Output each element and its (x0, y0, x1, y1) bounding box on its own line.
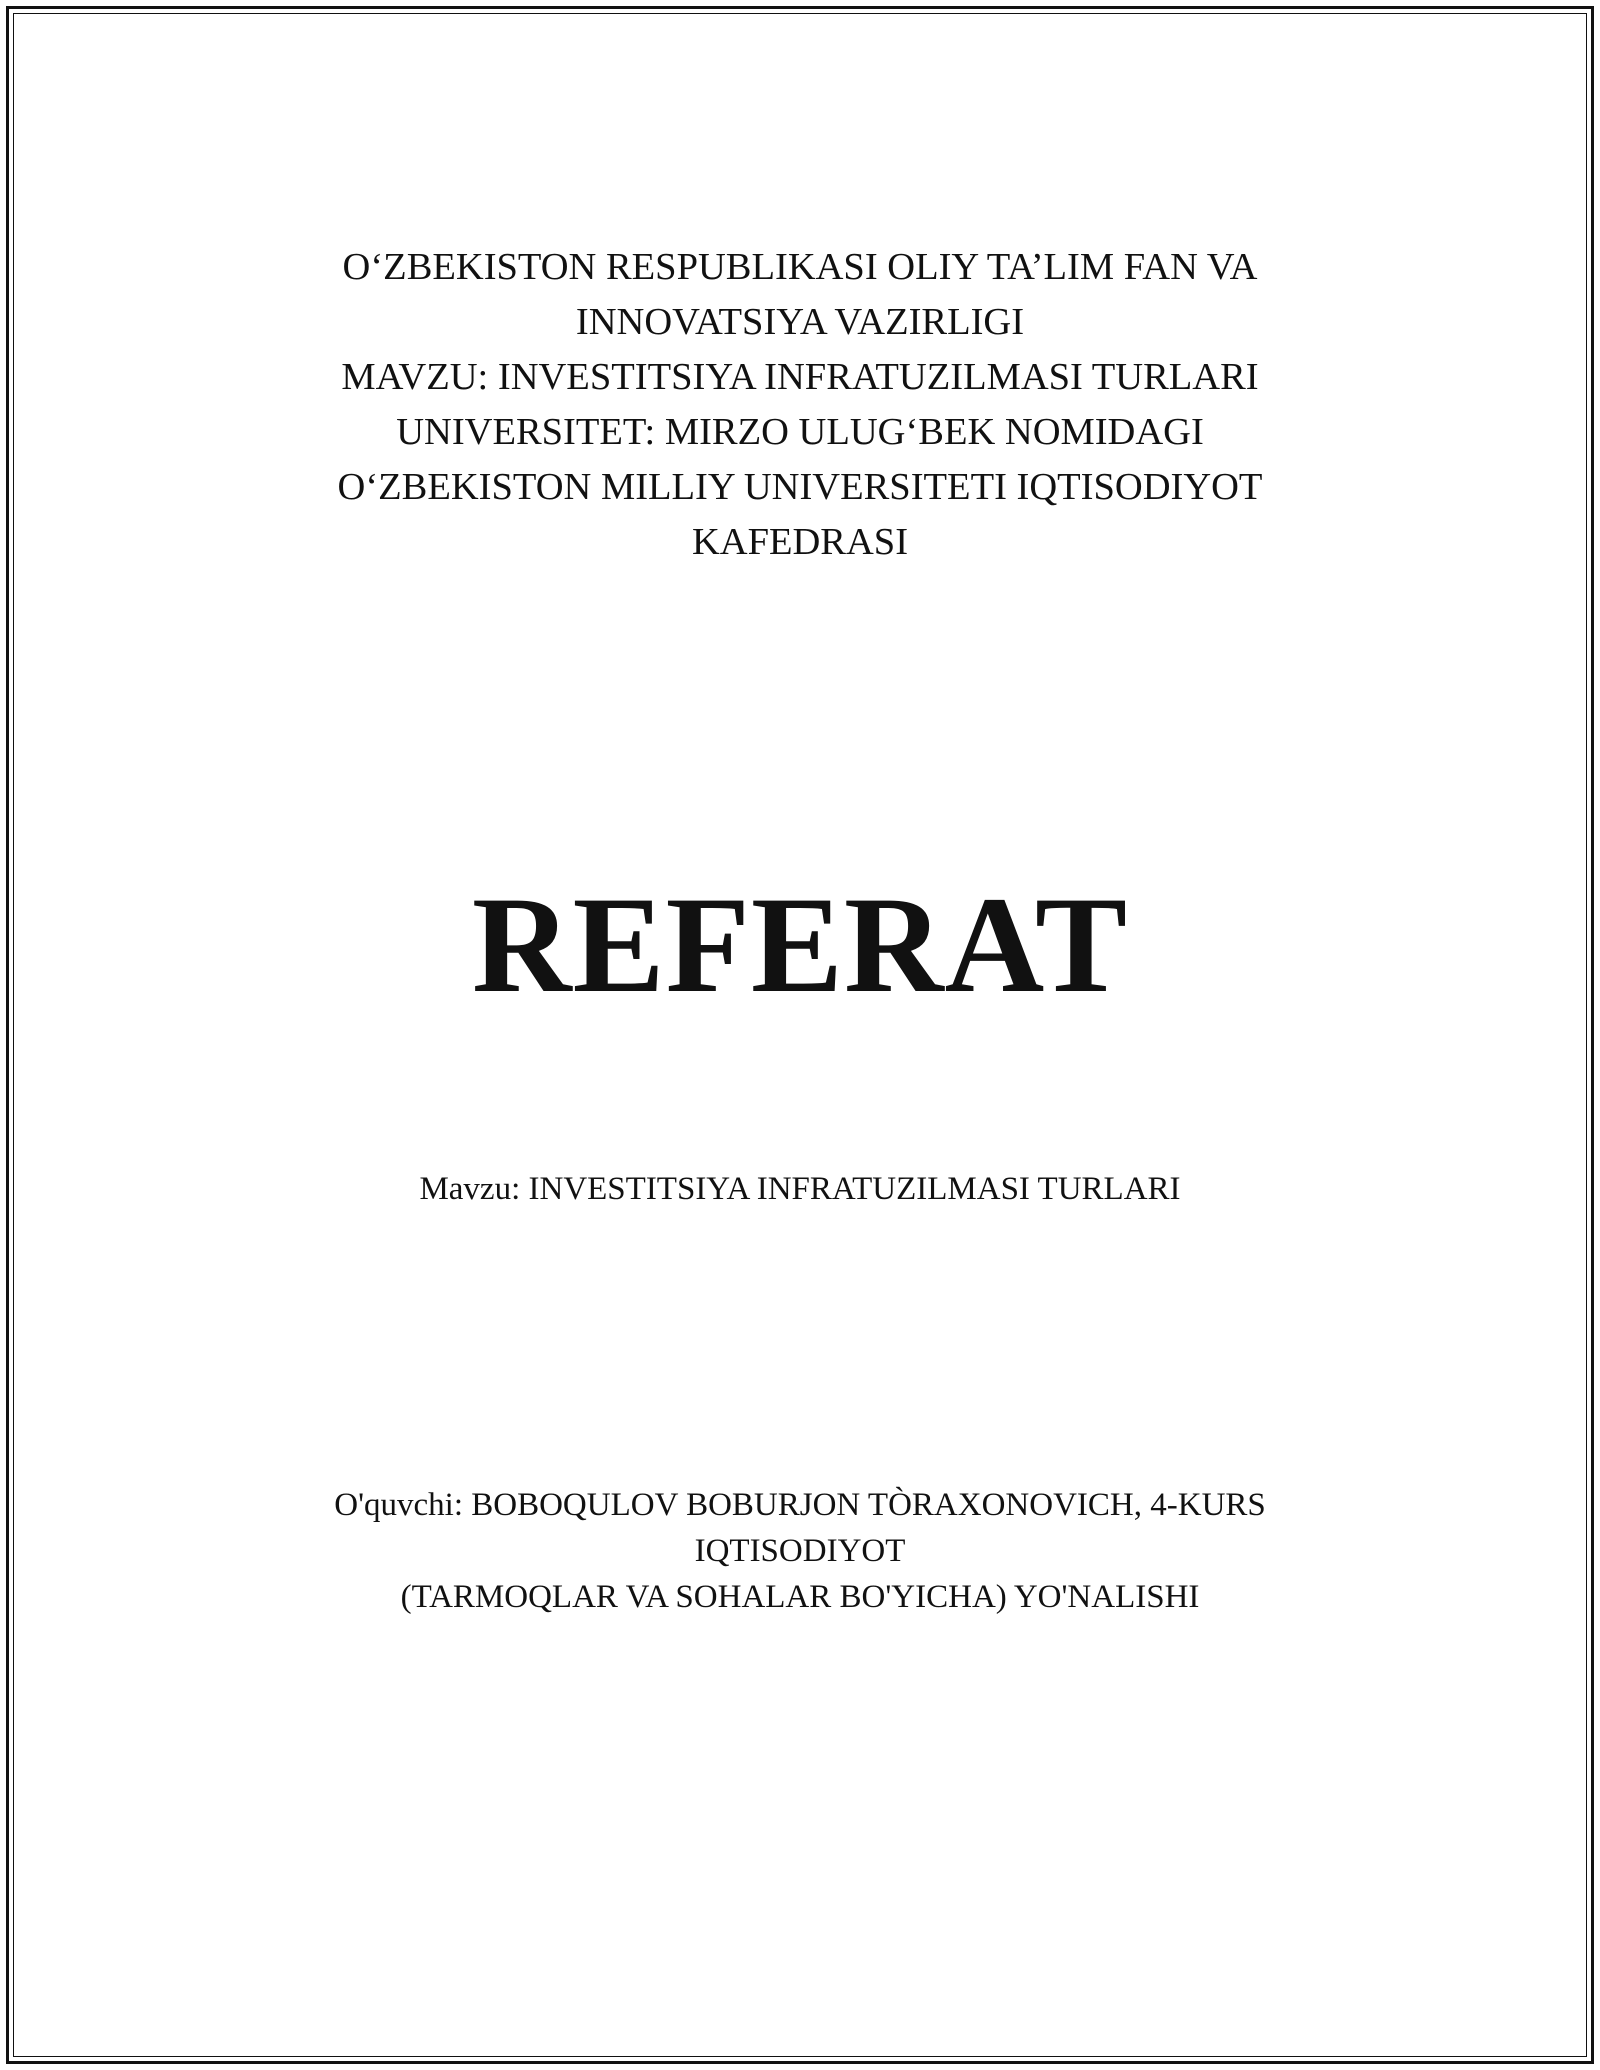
header-line: UNIVERSITET: MIRZO ULUG‘BEK NOMIDAGI (396, 411, 1204, 453)
header-line: KAFEDRASI (691, 521, 909, 563)
ministry-header (0, 240, 1600, 570)
student-line: O'quvchi: BOBOQULOV BOBURJON TÒRAXONOVICH, 4-KURS (334, 1487, 1266, 1523)
student-line: IQTISODIYOT (694, 1533, 906, 1569)
subject-line: Mavzu: INVESTITSIYA INFRATUZILMASI TURLARI (419, 1171, 1181, 1207)
header-line: O‘ZBEKISTON MILLIY UNIVERSITETI IQTISODIYOT (337, 466, 1263, 508)
document-title: REFERAT (471, 868, 1129, 1021)
header-line: MAVZU: INVESTITSIYA INFRATUZILMASI TURLARI (341, 356, 1259, 398)
student-info (0, 1482, 1600, 1620)
header-line: INNOVATSIYA VAZIRLIGI (575, 301, 1025, 343)
student-line: (TARMOQLAR VA SOHALAR BO'YICHA) YO'NALISHI (400, 1579, 1200, 1615)
header-line: O‘ZBEKISTON RESPUBLIKASI OLIY TA’LIM FAN VA (342, 246, 1258, 288)
